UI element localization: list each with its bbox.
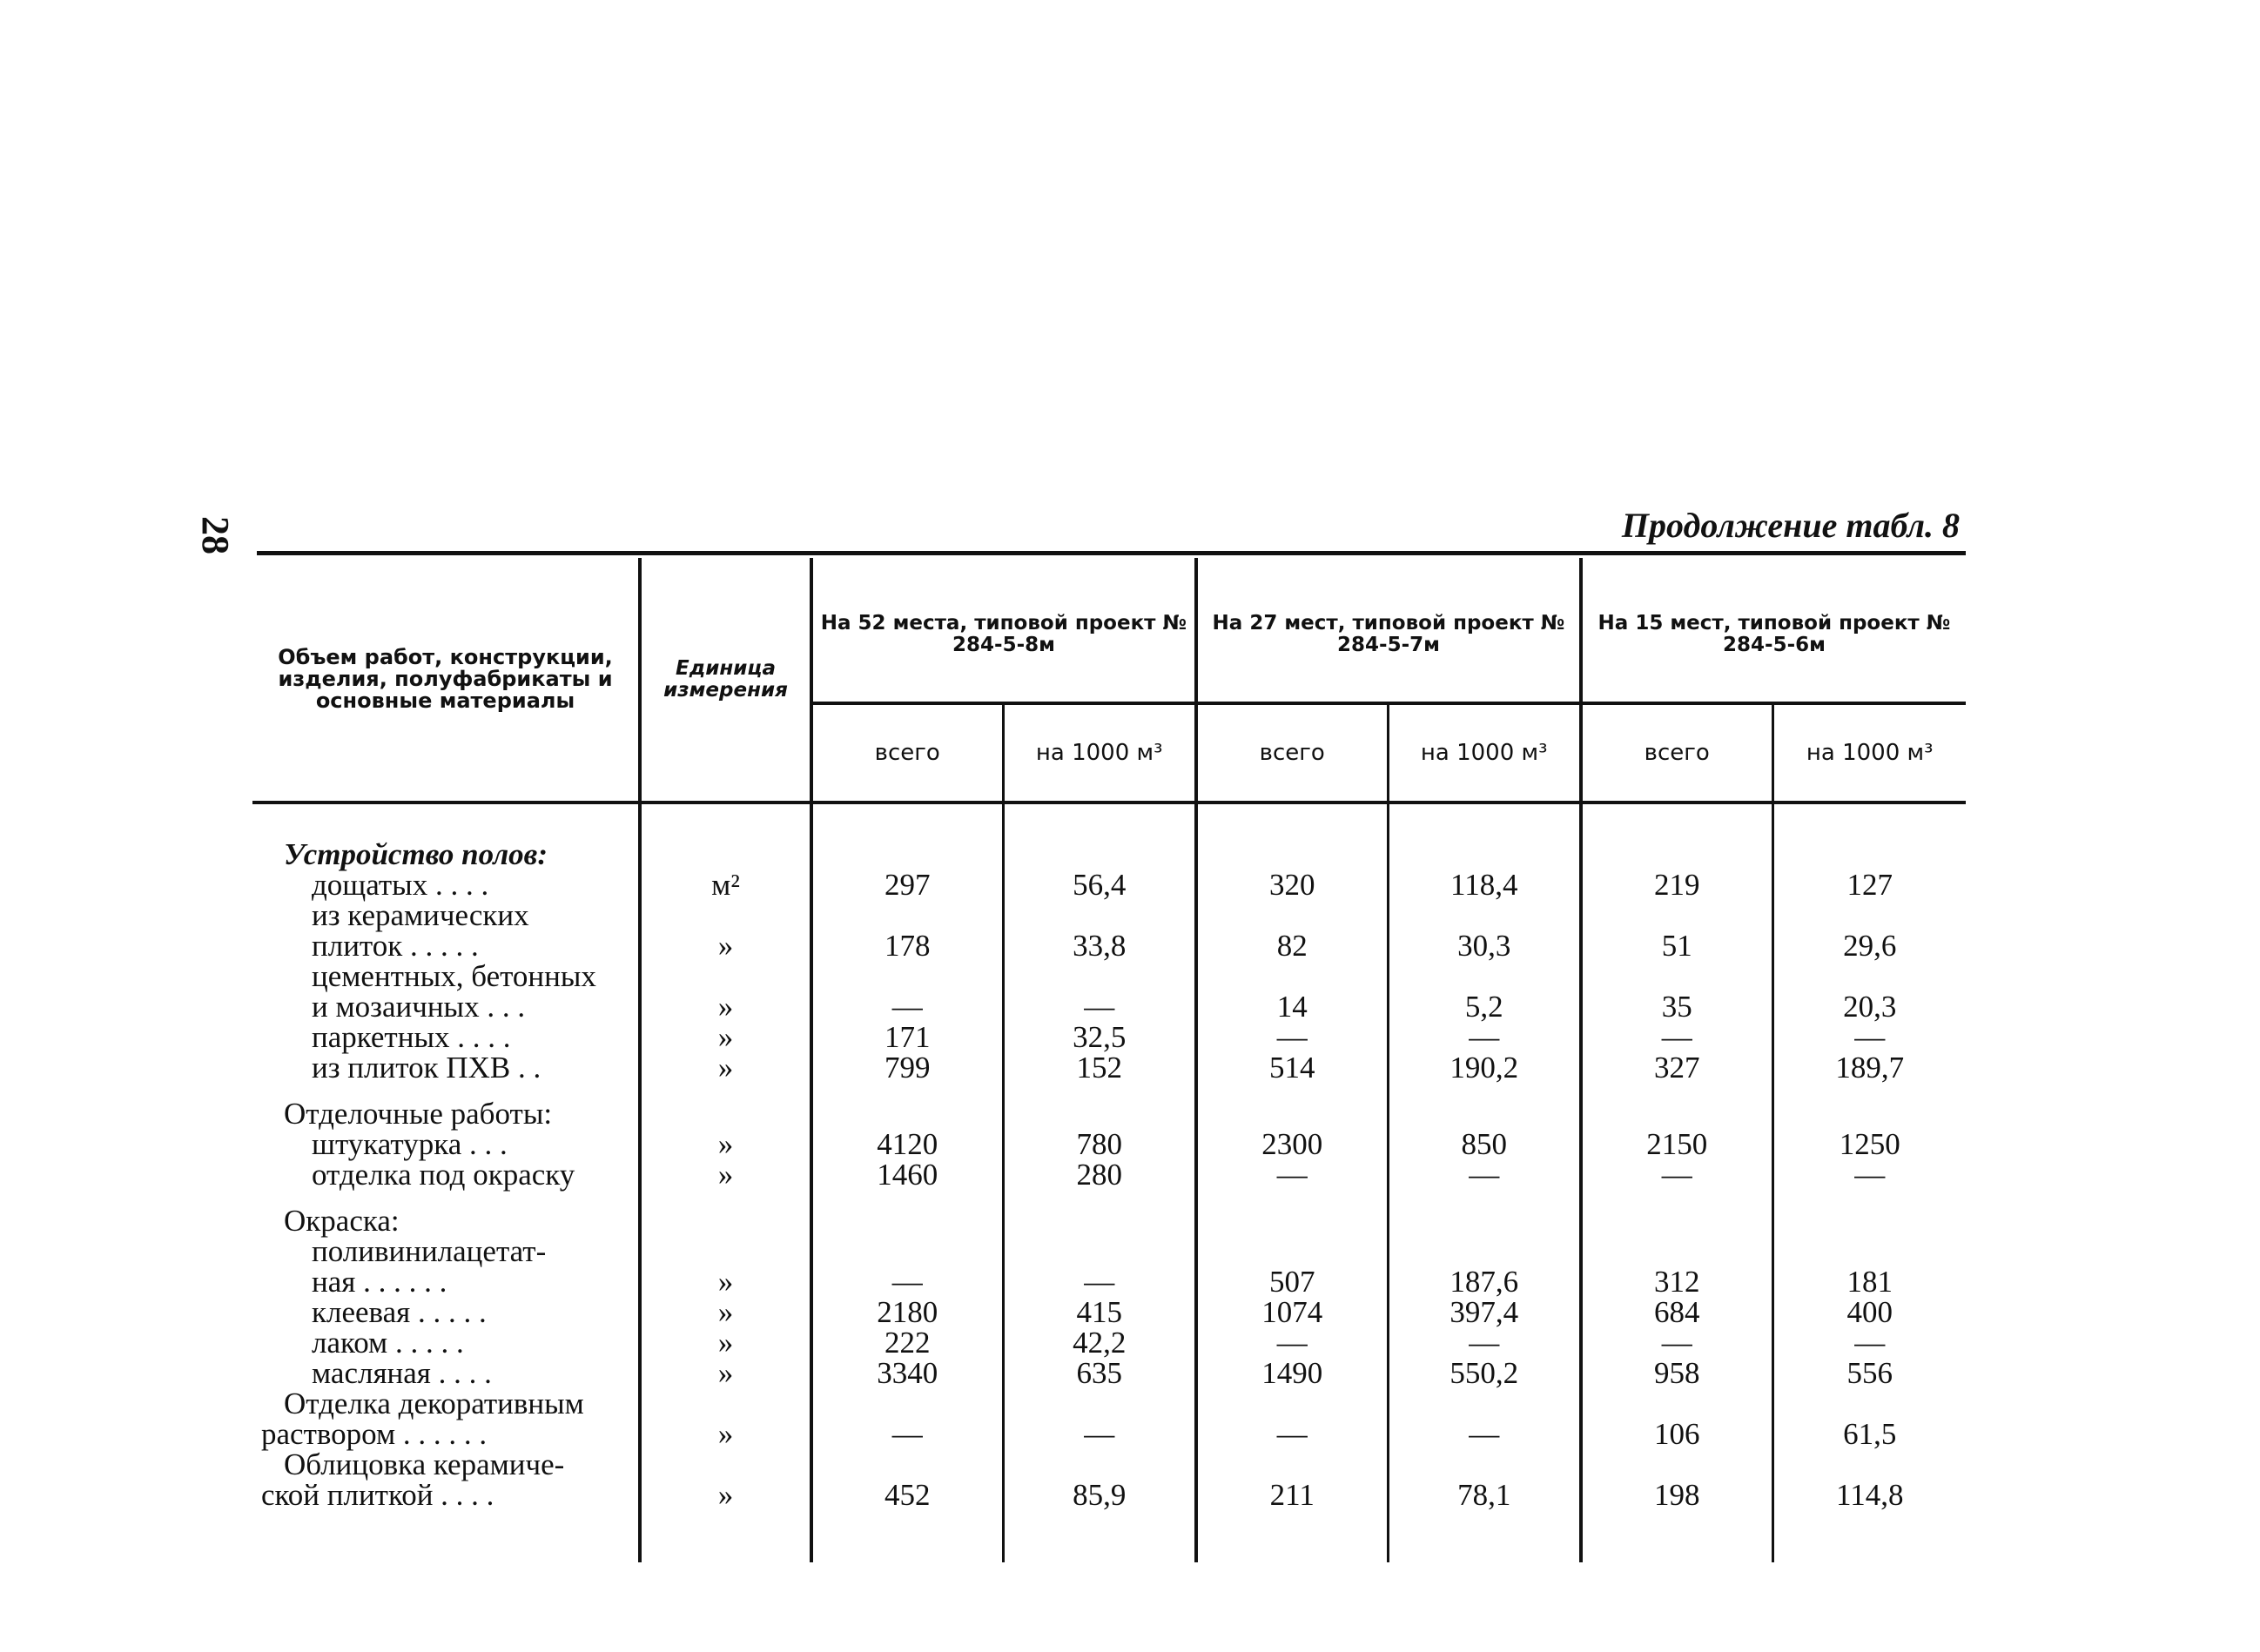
- table-row: [252, 1419, 1966, 1449]
- row-unit: »: [640, 1327, 811, 1358]
- value-per-1000: [1003, 1083, 1196, 1129]
- table-caption: Продолжение табл. 8: [1621, 506, 1960, 545]
- value-per-1000: —: [1388, 1327, 1581, 1358]
- value-total: 514: [1196, 1052, 1388, 1083]
- value-total: 14: [1196, 991, 1388, 1022]
- value-per-1000: 32,5: [1003, 1022, 1196, 1052]
- row-unit: [640, 1388, 811, 1419]
- value-total: 35: [1581, 991, 1772, 1022]
- value-total: 2300: [1196, 1129, 1388, 1159]
- value-total: [1581, 1083, 1772, 1129]
- row-unit: »: [640, 1052, 811, 1083]
- value-total: 4120: [811, 1129, 1003, 1159]
- row-label: штукатурка . . .: [252, 1129, 640, 1159]
- row-label: паркетных . . . .: [252, 1022, 640, 1052]
- table-row: [252, 1083, 1966, 1129]
- table-row: [252, 1449, 1966, 1480]
- row-unit: »: [640, 1297, 811, 1327]
- row-label: из керамических: [252, 900, 640, 930]
- header-total: всего: [1196, 703, 1388, 802]
- value-per-1000: —: [1854, 1326, 1886, 1360]
- row-unit: [640, 1190, 811, 1236]
- value-total: —: [811, 991, 1003, 1022]
- row-label: клеевая . . . . .: [252, 1297, 640, 1327]
- value-per-1000: 280: [1003, 1159, 1196, 1190]
- value-per-1000: 635: [1003, 1358, 1196, 1388]
- row-label: Отделка декоративным: [252, 1388, 640, 1419]
- value-total: 958: [1581, 1358, 1772, 1388]
- table-row: [252, 1266, 1966, 1297]
- table-row: [252, 1358, 1966, 1388]
- row-label: дощатых . . . .: [252, 870, 640, 900]
- row-label: ная . . . . . .: [252, 1266, 640, 1297]
- header-group-52: На 52 места, типовой проект № 284-5-8м: [811, 558, 1196, 703]
- value-per-1000: [1388, 1388, 1581, 1419]
- row-label: поливинилацетат-: [252, 1236, 640, 1266]
- value-total: —: [1196, 1022, 1388, 1052]
- value-total: [1581, 961, 1772, 991]
- top-rule: [257, 551, 1966, 555]
- row-label: плиток . . . . .: [252, 930, 640, 961]
- data-table: [252, 558, 1966, 1562]
- value-total: [1196, 1236, 1388, 1266]
- value-total: 799: [811, 1052, 1003, 1083]
- row-unit: [640, 900, 811, 930]
- row-unit: »: [640, 1022, 811, 1052]
- header-per-1000: на 1000 м³: [1388, 703, 1581, 802]
- value-per-1000: —: [1388, 1022, 1581, 1052]
- page-number: 28: [194, 516, 237, 554]
- value-per-1000: [1388, 900, 1581, 930]
- value-total: 327: [1581, 1052, 1772, 1083]
- value-per-1000: [1772, 900, 1966, 930]
- value-per-1000: 61,5: [1843, 1417, 1897, 1451]
- value-per-1000: [1772, 961, 1966, 991]
- row-label: Отделочные работы:: [252, 1083, 640, 1129]
- row-label: Окраска:: [252, 1190, 640, 1236]
- table-row: [252, 961, 1966, 991]
- value-per-1000: 5,2: [1388, 991, 1581, 1022]
- value-per-1000: [1772, 802, 1966, 870]
- value-per-1000: [1772, 1083, 1966, 1129]
- value-per-1000: [1003, 1388, 1196, 1419]
- value-total: 507: [1196, 1266, 1388, 1297]
- value-per-1000: [1388, 802, 1581, 870]
- value-total: [811, 1449, 1003, 1480]
- header-total: всего: [1581, 703, 1772, 802]
- row-label: Облицовка керамиче-: [252, 1449, 640, 1480]
- row-label: масляная . . . .: [252, 1358, 640, 1388]
- table-row: [252, 1327, 1966, 1358]
- value-per-1000: [1388, 1449, 1581, 1480]
- row-label: Устройство полов:: [252, 802, 640, 870]
- value-per-1000: [1772, 1236, 1966, 1266]
- value-total: 178: [811, 930, 1003, 961]
- value-per-1000: 85,9: [1003, 1480, 1196, 1562]
- header-group-27: На 27 мест, типовой проект № 284-5-7м: [1196, 558, 1581, 703]
- value-per-1000: —: [1388, 1419, 1581, 1449]
- value-per-1000: 114,8: [1836, 1478, 1904, 1512]
- value-total: 2150: [1581, 1129, 1772, 1159]
- value-per-1000: 181: [1846, 1265, 1893, 1299]
- table-row: [252, 1480, 1966, 1562]
- row-label: ской плиткой . . . .: [252, 1480, 640, 1562]
- value-per-1000: [1388, 1083, 1581, 1129]
- table-row: [252, 802, 1966, 870]
- value-total: [811, 900, 1003, 930]
- value-total: 320: [1196, 870, 1388, 900]
- row-unit: [640, 802, 811, 870]
- value-total: [1196, 1449, 1388, 1480]
- value-total: [811, 1388, 1003, 1419]
- value-total: —: [811, 1266, 1003, 1297]
- table-row: [252, 1297, 1966, 1327]
- table-row: [252, 1388, 1966, 1419]
- row-unit: [640, 1449, 811, 1480]
- value-per-1000: [1772, 1388, 1966, 1419]
- value-total: 171: [811, 1022, 1003, 1052]
- row-label: лаком . . . . .: [252, 1327, 640, 1358]
- value-per-1000: —: [1003, 991, 1196, 1022]
- row-label: раствором . . . . . .: [252, 1419, 640, 1449]
- value-total: —: [811, 1419, 1003, 1449]
- value-total: 312: [1581, 1266, 1772, 1297]
- value-total: —: [1196, 1327, 1388, 1358]
- value-per-1000: 1250: [1839, 1127, 1900, 1161]
- value-total: 222: [811, 1327, 1003, 1358]
- value-per-1000: —: [1388, 1159, 1581, 1190]
- value-per-1000: 850: [1388, 1129, 1581, 1159]
- value-per-1000: —: [1003, 1419, 1196, 1449]
- value-total: [1196, 1388, 1388, 1419]
- value-per-1000: [1772, 1449, 1966, 1480]
- value-per-1000: 127: [1846, 868, 1893, 902]
- value-total: 1460: [811, 1159, 1003, 1190]
- header-unit: Единица измерения: [640, 558, 811, 802]
- value-total: [811, 1190, 1003, 1236]
- row-unit: »: [640, 1358, 811, 1388]
- value-total: 452: [811, 1480, 1003, 1562]
- value-total: [1581, 1449, 1772, 1480]
- table-row: [252, 991, 1966, 1022]
- value-per-1000: 190,2: [1388, 1052, 1581, 1083]
- value-per-1000: [1003, 1449, 1196, 1480]
- value-per-1000: [1388, 1236, 1581, 1266]
- row-label: и мозаичных . . .: [252, 991, 640, 1022]
- row-unit: »: [640, 930, 811, 961]
- value-total: —: [1196, 1159, 1388, 1190]
- value-total: [1581, 900, 1772, 930]
- value-per-1000: —: [1003, 1266, 1196, 1297]
- value-per-1000: 550,2: [1388, 1358, 1581, 1388]
- value-per-1000: 556: [1846, 1356, 1893, 1390]
- value-per-1000: 29,6: [1843, 929, 1897, 963]
- table-row: [252, 1159, 1966, 1190]
- value-total: [1196, 802, 1388, 870]
- row-unit: »: [640, 1419, 811, 1449]
- value-per-1000: [1388, 1190, 1581, 1236]
- row-label: цементных, бетонных: [252, 961, 640, 991]
- value-total: [1196, 961, 1388, 991]
- value-total: [811, 961, 1003, 991]
- value-total: —: [1581, 1022, 1772, 1052]
- table-row: [252, 930, 1966, 961]
- table-row: [252, 1236, 1966, 1266]
- value-per-1000: 30,3: [1388, 930, 1581, 961]
- header-per-1000: на 1000 м³: [1003, 703, 1196, 802]
- row-unit: »: [640, 991, 811, 1022]
- value-total: 2180: [811, 1297, 1003, 1327]
- value-total: —: [1581, 1327, 1772, 1358]
- row-unit: [640, 961, 811, 991]
- value-per-1000: 78,1: [1388, 1480, 1581, 1562]
- value-per-1000: 189,7: [1835, 1051, 1905, 1085]
- value-per-1000: 780: [1003, 1129, 1196, 1159]
- value-total: [1581, 1236, 1772, 1266]
- value-per-1000: 118,4: [1388, 870, 1581, 900]
- value-per-1000: [1003, 1190, 1196, 1236]
- value-per-1000: 397,4: [1388, 1297, 1581, 1327]
- value-per-1000: [1772, 1190, 1966, 1236]
- value-per-1000: [1003, 802, 1196, 870]
- value-total: 82: [1196, 930, 1388, 961]
- row-label: из плиток ПХВ . .: [252, 1052, 640, 1083]
- row-unit: [640, 1083, 811, 1129]
- value-per-1000: 187,6: [1388, 1266, 1581, 1297]
- value-total: [1581, 802, 1772, 870]
- value-per-1000: 56,4: [1003, 870, 1196, 900]
- value-per-1000: 152: [1003, 1052, 1196, 1083]
- table-row: [252, 1129, 1966, 1159]
- value-per-1000: 42,2: [1003, 1327, 1196, 1358]
- value-total: 219: [1581, 870, 1772, 900]
- value-per-1000: 415: [1003, 1297, 1196, 1327]
- header-total: всего: [811, 703, 1003, 802]
- value-per-1000: —: [1854, 1158, 1886, 1192]
- value-total: 198: [1581, 1480, 1772, 1562]
- value-per-1000: [1388, 961, 1581, 991]
- value-total: [1196, 900, 1388, 930]
- row-unit: м²: [640, 870, 811, 900]
- value-per-1000: 400: [1846, 1295, 1893, 1329]
- value-total: 297: [811, 870, 1003, 900]
- value-total: [1196, 1083, 1388, 1129]
- table-row: [252, 900, 1966, 930]
- value-per-1000: 20,3: [1843, 990, 1897, 1024]
- row-unit: »: [640, 1266, 811, 1297]
- table-row: [252, 870, 1966, 900]
- value-total: 106: [1581, 1419, 1772, 1449]
- value-total: 3340: [811, 1358, 1003, 1388]
- header-per-1000: на 1000 м³: [1772, 703, 1966, 802]
- value-per-1000: [1003, 900, 1196, 930]
- table-row: [252, 1022, 1966, 1052]
- value-total: —: [1581, 1159, 1772, 1190]
- table-row: [252, 1190, 1966, 1236]
- table-row: [252, 1052, 1966, 1083]
- value-total: 1490: [1196, 1358, 1388, 1388]
- value-total: 211: [1196, 1480, 1388, 1562]
- value-total: [1196, 1190, 1388, 1236]
- value-total: [1581, 1388, 1772, 1419]
- value-total: 684: [1581, 1297, 1772, 1327]
- row-unit: [640, 1236, 811, 1266]
- value-total: 51: [1581, 930, 1772, 961]
- value-total: 1074: [1196, 1297, 1388, 1327]
- header-group-15: На 15 мест, типовой проект № 284-5-6м: [1581, 558, 1966, 703]
- value-per-1000: [1003, 961, 1196, 991]
- value-total: [811, 802, 1003, 870]
- value-per-1000: 33,8: [1003, 930, 1196, 961]
- value-per-1000: —: [1854, 1020, 1886, 1054]
- value-total: —: [1196, 1419, 1388, 1449]
- header-object: Объем работ, конструкции, изделия, полуфабрикаты и основные материалы: [252, 558, 640, 802]
- value-total: [811, 1083, 1003, 1129]
- row-unit: »: [640, 1129, 811, 1159]
- value-total: [811, 1236, 1003, 1266]
- row-unit: »: [640, 1159, 811, 1190]
- value-per-1000: [1003, 1236, 1196, 1266]
- row-unit: »: [640, 1480, 811, 1562]
- value-total: [1581, 1190, 1772, 1236]
- row-label: отделка под окраску: [252, 1159, 640, 1190]
